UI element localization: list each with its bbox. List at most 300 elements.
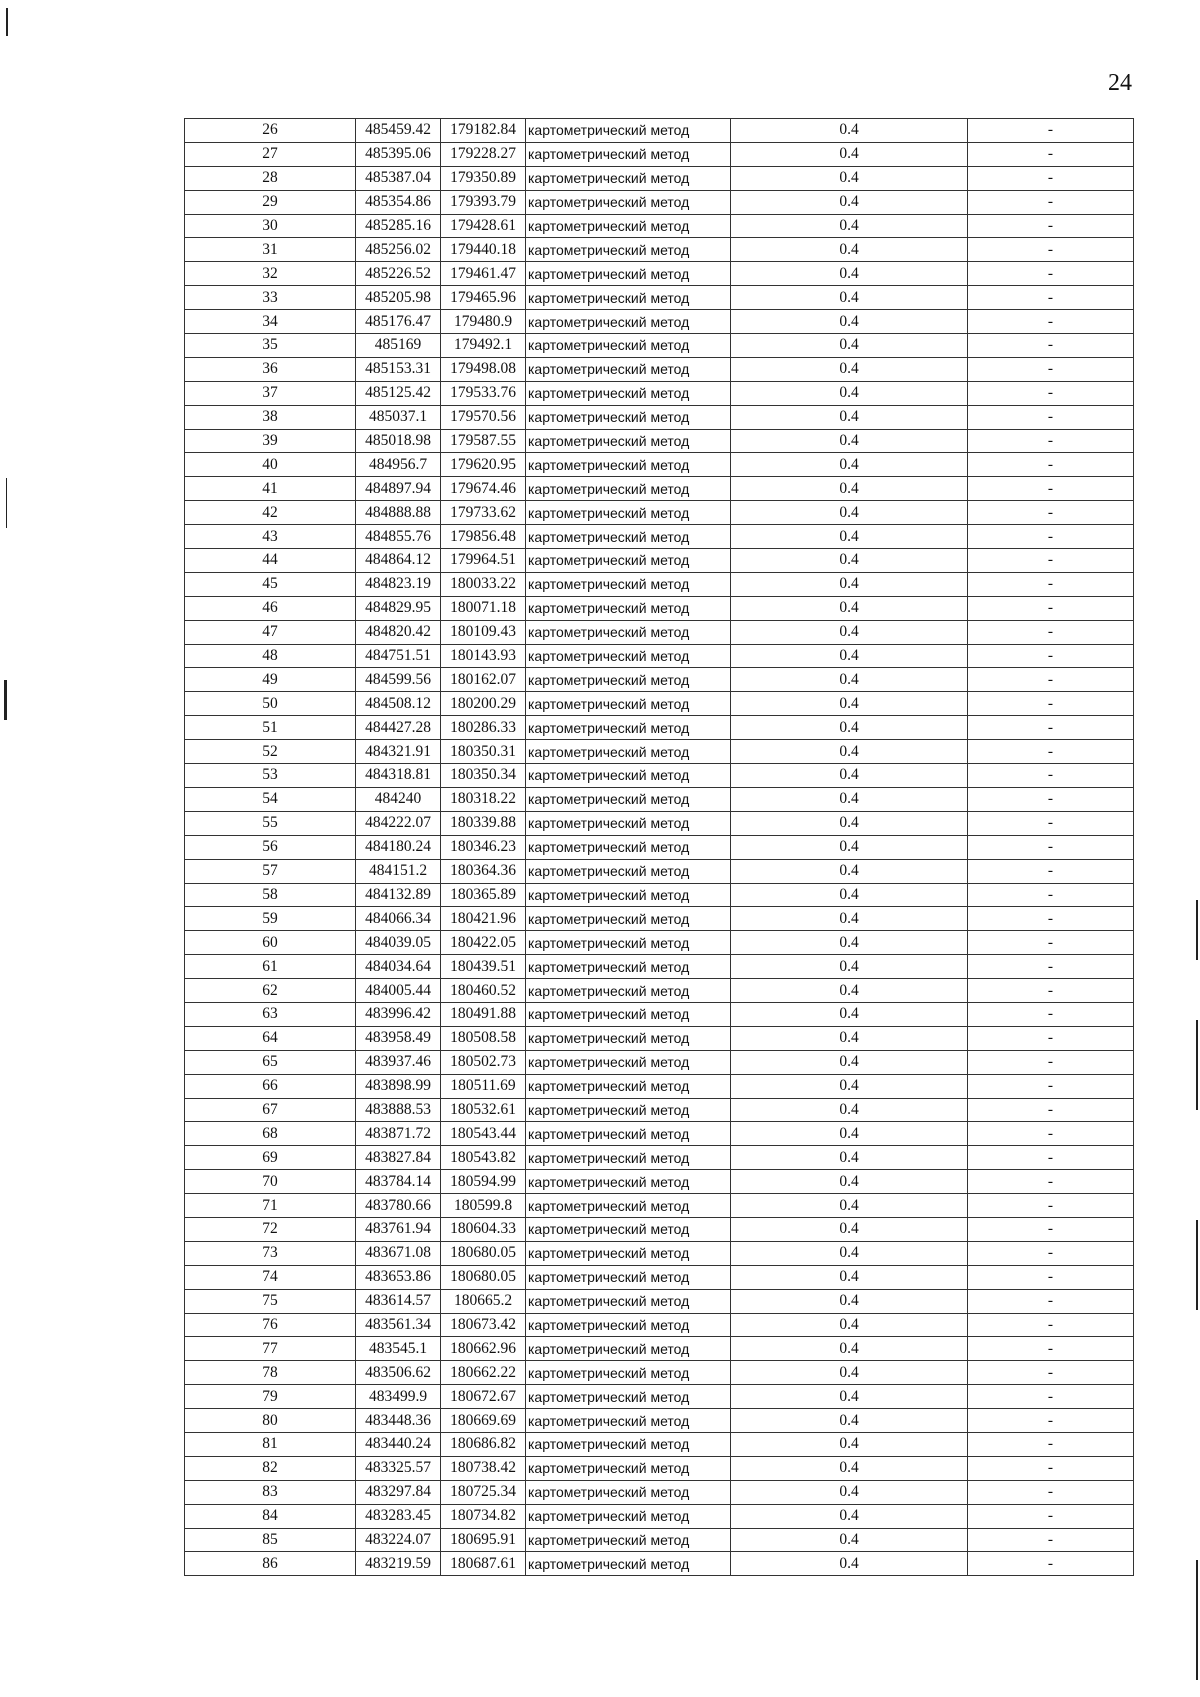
coord-y-cell: 180364.36	[441, 859, 526, 883]
coord-y-cell: 180439.51	[441, 955, 526, 979]
accuracy-cell: 0.4	[731, 214, 968, 238]
note-cell: -	[968, 453, 1134, 477]
method-cell: картометрический метод	[526, 549, 731, 573]
coord-y-cell: 180502.73	[441, 1050, 526, 1074]
note-cell: -	[968, 549, 1134, 573]
coord-y-cell: 179461.47	[441, 262, 526, 286]
coord-x-cell: 484151.2	[356, 859, 441, 883]
scan-artifact-mark	[4, 680, 7, 720]
accuracy-cell: 0.4	[731, 764, 968, 788]
table-row	[185, 1313, 1134, 1337]
accuracy-cell: 0.4	[731, 238, 968, 262]
coord-y-cell: 180695.91	[441, 1528, 526, 1552]
accuracy-cell: 0.4	[731, 286, 968, 310]
note-cell: -	[968, 310, 1134, 334]
table-row	[185, 549, 1134, 573]
point-number-cell: 47	[185, 620, 356, 644]
table-row	[185, 764, 1134, 788]
coord-y-cell: 180421.96	[441, 907, 526, 931]
accuracy-cell: 0.4	[731, 1480, 968, 1504]
coord-x-cell: 483545.1	[356, 1337, 441, 1361]
coord-y-cell: 179570.56	[441, 405, 526, 429]
coord-y-cell: 180350.34	[441, 764, 526, 788]
coord-y-cell: 180604.33	[441, 1217, 526, 1241]
method-cell: картометрический метод	[526, 835, 731, 859]
method-cell: картометрический метод	[526, 859, 731, 883]
coord-x-cell: 485226.52	[356, 262, 441, 286]
note-cell: -	[968, 1241, 1134, 1265]
note-cell: -	[968, 883, 1134, 907]
note-cell: -	[968, 1170, 1134, 1194]
table-row	[185, 429, 1134, 453]
point-number-cell: 26	[185, 119, 356, 143]
table-row	[185, 955, 1134, 979]
coord-y-cell: 180734.82	[441, 1504, 526, 1528]
method-cell: картометрический метод	[526, 1098, 731, 1122]
note-cell: -	[968, 238, 1134, 262]
accuracy-cell: 0.4	[731, 477, 968, 501]
accuracy-cell: 0.4	[731, 1528, 968, 1552]
method-cell: картометрический метод	[526, 286, 731, 310]
coord-y-cell: 180109.43	[441, 620, 526, 644]
accuracy-cell: 0.4	[731, 1432, 968, 1456]
note-cell: -	[968, 716, 1134, 740]
coord-x-cell: 485459.42	[356, 119, 441, 143]
point-number-cell: 51	[185, 716, 356, 740]
method-cell: картометрический метод	[526, 1265, 731, 1289]
point-number-cell: 43	[185, 525, 356, 549]
accuracy-cell: 0.4	[731, 1170, 968, 1194]
point-number-cell: 63	[185, 1002, 356, 1026]
accuracy-cell: 0.4	[731, 166, 968, 190]
coord-x-cell: 485037.1	[356, 405, 441, 429]
table-row	[185, 1146, 1134, 1170]
accuracy-cell: 0.4	[731, 1552, 968, 1576]
scan-artifact-mark	[1196, 1020, 1198, 1110]
method-cell: картометрический метод	[526, 1002, 731, 1026]
note-cell: -	[968, 1337, 1134, 1361]
method-cell: картометрический метод	[526, 668, 731, 692]
coord-x-cell: 485387.04	[356, 166, 441, 190]
accuracy-cell: 0.4	[731, 979, 968, 1003]
method-cell: картометрический метод	[526, 142, 731, 166]
coord-y-cell: 180672.67	[441, 1385, 526, 1409]
accuracy-cell: 0.4	[731, 1122, 968, 1146]
method-cell: картометрический метод	[526, 692, 731, 716]
method-cell: картометрический метод	[526, 477, 731, 501]
coord-y-cell: 180669.69	[441, 1409, 526, 1433]
point-number-cell: 82	[185, 1456, 356, 1480]
method-cell: картометрический метод	[526, 381, 731, 405]
method-cell: картометрический метод	[526, 262, 731, 286]
coord-x-cell: 483937.46	[356, 1050, 441, 1074]
coord-x-cell: 484823.19	[356, 572, 441, 596]
coord-y-cell: 180286.33	[441, 716, 526, 740]
coord-x-cell: 485395.06	[356, 142, 441, 166]
note-cell: -	[968, 1480, 1134, 1504]
point-number-cell: 85	[185, 1528, 356, 1552]
table-row	[185, 572, 1134, 596]
coord-x-cell: 485256.02	[356, 238, 441, 262]
accuracy-cell: 0.4	[731, 381, 968, 405]
coord-y-cell: 180365.89	[441, 883, 526, 907]
accuracy-cell: 0.4	[731, 931, 968, 955]
coord-y-cell: 180200.29	[441, 692, 526, 716]
accuracy-cell: 0.4	[731, 119, 968, 143]
table-row	[185, 1098, 1134, 1122]
point-number-cell: 62	[185, 979, 356, 1003]
method-cell: картометрический метод	[526, 238, 731, 262]
method-cell: картометрический метод	[526, 334, 731, 358]
table-row	[185, 1480, 1134, 1504]
point-number-cell: 60	[185, 931, 356, 955]
coord-y-cell: 180687.61	[441, 1552, 526, 1576]
accuracy-cell: 0.4	[731, 835, 968, 859]
method-cell: картометрический метод	[526, 1456, 731, 1480]
coord-y-cell: 179498.08	[441, 357, 526, 381]
coord-x-cell: 483325.57	[356, 1456, 441, 1480]
table-row	[185, 1265, 1134, 1289]
method-cell: картометрический метод	[526, 1026, 731, 1050]
accuracy-cell: 0.4	[731, 453, 968, 477]
coord-x-cell: 483297.84	[356, 1480, 441, 1504]
coord-x-cell: 485205.98	[356, 286, 441, 310]
note-cell: -	[968, 1265, 1134, 1289]
table-row	[185, 1456, 1134, 1480]
method-cell: картометрический метод	[526, 740, 731, 764]
note-cell: -	[968, 1456, 1134, 1480]
coord-y-cell: 179533.76	[441, 381, 526, 405]
accuracy-cell: 0.4	[731, 955, 968, 979]
accuracy-cell: 0.4	[731, 525, 968, 549]
point-number-cell: 49	[185, 668, 356, 692]
accuracy-cell: 0.4	[731, 357, 968, 381]
coord-y-cell: 180318.22	[441, 787, 526, 811]
table-row	[185, 1217, 1134, 1241]
coord-y-cell: 179674.46	[441, 477, 526, 501]
coord-y-cell: 180162.07	[441, 668, 526, 692]
table-row	[185, 477, 1134, 501]
method-cell: картометрический метод	[526, 883, 731, 907]
table-row	[185, 238, 1134, 262]
note-cell: -	[968, 596, 1134, 620]
method-cell: картометрический метод	[526, 1194, 731, 1218]
table-row	[185, 1337, 1134, 1361]
table-row	[185, 1074, 1134, 1098]
coord-x-cell: 483784.14	[356, 1170, 441, 1194]
method-cell: картометрический метод	[526, 1552, 731, 1576]
table-row	[185, 931, 1134, 955]
note-cell: -	[968, 214, 1134, 238]
note-cell: -	[968, 1528, 1134, 1552]
note-cell: -	[968, 907, 1134, 931]
coord-y-cell: 179428.61	[441, 214, 526, 238]
coord-y-cell: 180491.88	[441, 1002, 526, 1026]
note-cell: -	[968, 620, 1134, 644]
method-cell: картометрический метод	[526, 1170, 731, 1194]
coord-x-cell: 483898.99	[356, 1074, 441, 1098]
table-row	[185, 1361, 1134, 1385]
table-row	[185, 381, 1134, 405]
note-cell: -	[968, 1217, 1134, 1241]
coord-y-cell: 180738.42	[441, 1456, 526, 1480]
table-row	[185, 907, 1134, 931]
coord-x-cell: 485125.42	[356, 381, 441, 405]
table-row	[185, 1552, 1134, 1576]
coord-x-cell: 483671.08	[356, 1241, 441, 1265]
coord-y-cell: 179587.55	[441, 429, 526, 453]
point-number-cell: 45	[185, 572, 356, 596]
coordinates-table	[184, 118, 1134, 1576]
method-cell: картометрический метод	[526, 1241, 731, 1265]
accuracy-cell: 0.4	[731, 190, 968, 214]
note-cell: -	[968, 787, 1134, 811]
coord-y-cell: 179228.27	[441, 142, 526, 166]
table-row	[185, 286, 1134, 310]
coord-x-cell: 484855.76	[356, 525, 441, 549]
table-row	[185, 501, 1134, 525]
coord-y-cell: 180071.18	[441, 596, 526, 620]
method-cell: картометрический метод	[526, 1289, 731, 1313]
accuracy-cell: 0.4	[731, 429, 968, 453]
point-number-cell: 80	[185, 1409, 356, 1433]
point-number-cell: 41	[185, 477, 356, 501]
accuracy-cell: 0.4	[731, 668, 968, 692]
table-row	[185, 692, 1134, 716]
accuracy-cell: 0.4	[731, 1026, 968, 1050]
coord-x-cell: 484820.42	[356, 620, 441, 644]
table-row	[185, 787, 1134, 811]
point-number-cell: 32	[185, 262, 356, 286]
point-number-cell: 67	[185, 1098, 356, 1122]
table-row	[185, 405, 1134, 429]
accuracy-cell: 0.4	[731, 501, 968, 525]
table-row	[185, 835, 1134, 859]
note-cell: -	[968, 764, 1134, 788]
note-cell: -	[968, 1002, 1134, 1026]
coord-x-cell: 484066.34	[356, 907, 441, 931]
point-number-cell: 44	[185, 549, 356, 573]
point-number-cell: 55	[185, 811, 356, 835]
point-number-cell: 34	[185, 310, 356, 334]
coord-y-cell: 180680.05	[441, 1241, 526, 1265]
point-number-cell: 70	[185, 1170, 356, 1194]
point-number-cell: 86	[185, 1552, 356, 1576]
point-number-cell: 81	[185, 1432, 356, 1456]
accuracy-cell: 0.4	[731, 1074, 968, 1098]
coord-y-cell: 180143.93	[441, 644, 526, 668]
coord-x-cell: 484005.44	[356, 979, 441, 1003]
accuracy-cell: 0.4	[731, 907, 968, 931]
point-number-cell: 84	[185, 1504, 356, 1528]
method-cell: картометрический метод	[526, 405, 731, 429]
table-row	[185, 811, 1134, 835]
coord-y-cell: 180725.34	[441, 1480, 526, 1504]
note-cell: -	[968, 1194, 1134, 1218]
coord-y-cell: 180543.44	[441, 1122, 526, 1146]
accuracy-cell: 0.4	[731, 1456, 968, 1480]
accuracy-cell: 0.4	[731, 1361, 968, 1385]
table-row	[185, 1432, 1134, 1456]
point-number-cell: 75	[185, 1289, 356, 1313]
accuracy-cell: 0.4	[731, 1337, 968, 1361]
coord-x-cell: 483958.49	[356, 1026, 441, 1050]
accuracy-cell: 0.4	[731, 787, 968, 811]
table-row	[185, 262, 1134, 286]
method-cell: картометрический метод	[526, 931, 731, 955]
coord-y-cell: 180460.52	[441, 979, 526, 1003]
coord-x-cell: 483219.59	[356, 1552, 441, 1576]
note-cell: -	[968, 955, 1134, 979]
point-number-cell: 79	[185, 1385, 356, 1409]
point-number-cell: 77	[185, 1337, 356, 1361]
note-cell: -	[968, 1146, 1134, 1170]
method-cell: картометрический метод	[526, 357, 731, 381]
note-cell: -	[968, 286, 1134, 310]
table-row	[185, 620, 1134, 644]
coord-y-cell: 180543.82	[441, 1146, 526, 1170]
note-cell: -	[968, 1313, 1134, 1337]
accuracy-cell: 0.4	[731, 1409, 968, 1433]
coord-y-cell: 180346.23	[441, 835, 526, 859]
table-row	[185, 668, 1134, 692]
table-row	[185, 596, 1134, 620]
accuracy-cell: 0.4	[731, 1241, 968, 1265]
coord-x-cell: 483827.84	[356, 1146, 441, 1170]
table-row	[185, 166, 1134, 190]
coord-x-cell: 485153.31	[356, 357, 441, 381]
method-cell: картометрический метод	[526, 1528, 731, 1552]
coord-y-cell: 180680.05	[441, 1265, 526, 1289]
table-row	[185, 310, 1134, 334]
table-row	[185, 1170, 1134, 1194]
note-cell: -	[968, 740, 1134, 764]
table-row	[185, 142, 1134, 166]
accuracy-cell: 0.4	[731, 310, 968, 334]
accuracy-cell: 0.4	[731, 1050, 968, 1074]
method-cell: картометрический метод	[526, 1432, 731, 1456]
note-cell: -	[968, 811, 1134, 835]
method-cell: картометрический метод	[526, 1385, 731, 1409]
table-row	[185, 716, 1134, 740]
method-cell: картометрический метод	[526, 429, 731, 453]
accuracy-cell: 0.4	[731, 572, 968, 596]
method-cell: картометрический метод	[526, 764, 731, 788]
method-cell: картометрический метод	[526, 1480, 731, 1504]
point-number-cell: 52	[185, 740, 356, 764]
table-row	[185, 740, 1134, 764]
coord-x-cell: 484829.95	[356, 596, 441, 620]
coord-y-cell: 179393.79	[441, 190, 526, 214]
note-cell: -	[968, 334, 1134, 358]
coord-y-cell: 180662.96	[441, 1337, 526, 1361]
point-number-cell: 61	[185, 955, 356, 979]
coord-x-cell: 484427.28	[356, 716, 441, 740]
accuracy-cell: 0.4	[731, 1313, 968, 1337]
note-cell: -	[968, 979, 1134, 1003]
coord-y-cell: 179465.96	[441, 286, 526, 310]
point-number-cell: 40	[185, 453, 356, 477]
method-cell: картометрический метод	[526, 979, 731, 1003]
note-cell: -	[968, 644, 1134, 668]
note-cell: -	[968, 166, 1134, 190]
note-cell: -	[968, 1504, 1134, 1528]
point-number-cell: 68	[185, 1122, 356, 1146]
scan-artifact-mark	[1196, 900, 1198, 960]
coord-y-cell: 179350.89	[441, 166, 526, 190]
note-cell: -	[968, 1552, 1134, 1576]
table-row	[185, 1385, 1134, 1409]
coord-x-cell: 483499.9	[356, 1385, 441, 1409]
point-number-cell: 73	[185, 1241, 356, 1265]
note-cell: -	[968, 1074, 1134, 1098]
accuracy-cell: 0.4	[731, 549, 968, 573]
coord-y-cell: 179440.18	[441, 238, 526, 262]
coord-x-cell: 485018.98	[356, 429, 441, 453]
note-cell: -	[968, 190, 1134, 214]
coord-x-cell: 483506.62	[356, 1361, 441, 1385]
point-number-cell: 33	[185, 286, 356, 310]
scan-artifact-mark	[1196, 1560, 1198, 1680]
accuracy-cell: 0.4	[731, 334, 968, 358]
coord-x-cell: 483871.72	[356, 1122, 441, 1146]
table-row	[185, 357, 1134, 381]
point-number-cell: 31	[185, 238, 356, 262]
note-cell: -	[968, 381, 1134, 405]
note-cell: -	[968, 931, 1134, 955]
coord-x-cell: 485354.86	[356, 190, 441, 214]
point-number-cell: 59	[185, 907, 356, 931]
coord-x-cell: 484039.05	[356, 931, 441, 955]
coord-y-cell: 180662.22	[441, 1361, 526, 1385]
point-number-cell: 35	[185, 334, 356, 358]
point-number-cell: 56	[185, 835, 356, 859]
coord-y-cell: 179620.95	[441, 453, 526, 477]
point-number-cell: 30	[185, 214, 356, 238]
coord-y-cell: 180033.22	[441, 572, 526, 596]
coord-y-cell: 179964.51	[441, 549, 526, 573]
coord-x-cell: 484222.07	[356, 811, 441, 835]
point-number-cell: 46	[185, 596, 356, 620]
note-cell: -	[968, 429, 1134, 453]
accuracy-cell: 0.4	[731, 620, 968, 644]
point-number-cell: 27	[185, 142, 356, 166]
note-cell: -	[968, 835, 1134, 859]
scan-artifact-mark	[6, 478, 7, 528]
accuracy-cell: 0.4	[731, 740, 968, 764]
method-cell: картометрический метод	[526, 310, 731, 334]
method-cell: картометрический метод	[526, 190, 731, 214]
table-row	[185, 859, 1134, 883]
coord-x-cell: 483761.94	[356, 1217, 441, 1241]
point-number-cell: 38	[185, 405, 356, 429]
point-number-cell: 65	[185, 1050, 356, 1074]
coord-x-cell: 484508.12	[356, 692, 441, 716]
coord-x-cell: 484897.94	[356, 477, 441, 501]
coord-y-cell: 179733.62	[441, 501, 526, 525]
method-cell: картометрический метод	[526, 501, 731, 525]
coord-y-cell: 180599.8	[441, 1194, 526, 1218]
note-cell: -	[968, 859, 1134, 883]
accuracy-cell: 0.4	[731, 596, 968, 620]
table-row	[185, 119, 1134, 143]
coord-x-cell: 484240	[356, 787, 441, 811]
coord-x-cell: 485176.47	[356, 310, 441, 334]
note-cell: -	[968, 357, 1134, 381]
coord-y-cell: 179480.9	[441, 310, 526, 334]
table-row	[185, 214, 1134, 238]
coord-x-cell: 484888.88	[356, 501, 441, 525]
